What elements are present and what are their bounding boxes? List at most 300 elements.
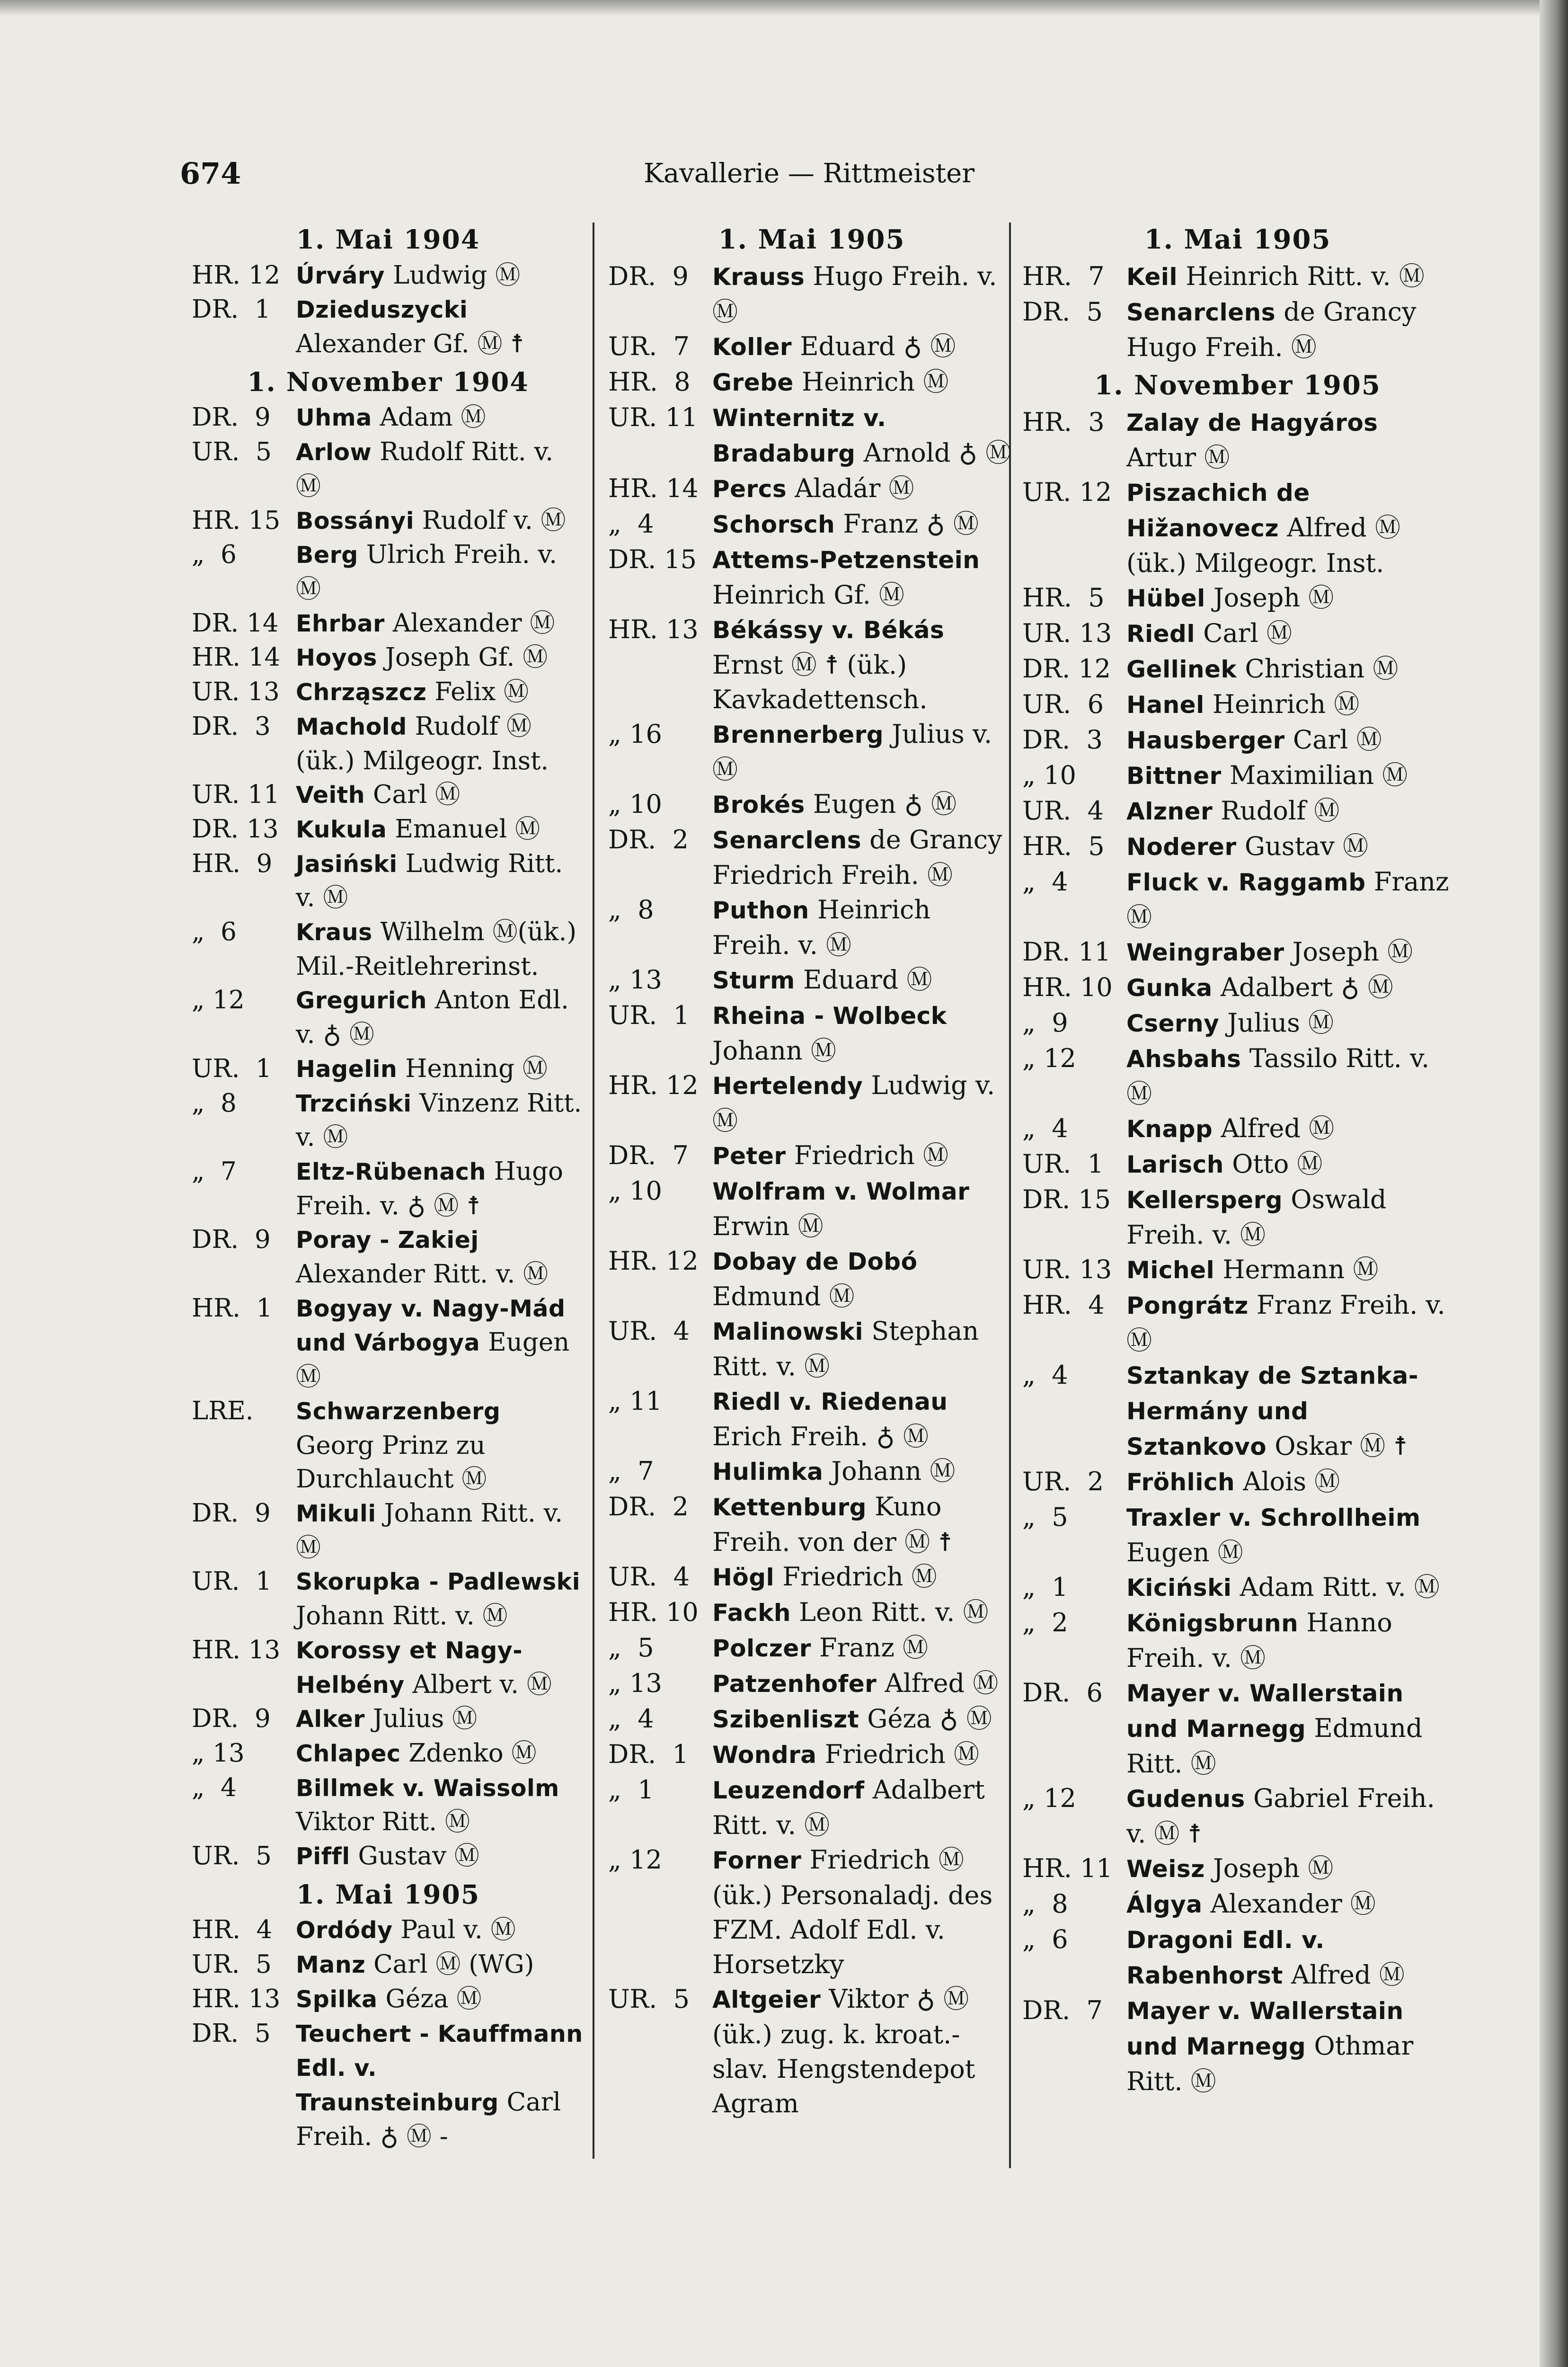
officer-name — [1126, 1006, 1453, 1041]
officer-name — [712, 1737, 1015, 1772]
surname: Ordódy — [296, 1917, 393, 1944]
regiment-code: HR. 4 — [192, 1915, 273, 1945]
officer-name — [712, 329, 1015, 365]
name-details: Julius Ⓜ — [1227, 1008, 1334, 1038]
name-details: Ulrich Freih. v. Ⓜ — [296, 540, 558, 604]
regiment-code: HR. 14 — [192, 643, 281, 672]
officer-name — [296, 1948, 585, 1982]
roster-entry — [1022, 1993, 1453, 2099]
roster-entry — [192, 1948, 585, 1982]
officer-name — [1126, 294, 1453, 365]
surname: Bittner — [1126, 762, 1222, 790]
officer-name — [296, 1565, 585, 1633]
name-details: Adalbert Ritt. v. Ⓜ — [712, 1775, 985, 1840]
regiment-code: DR. 5 — [192, 2019, 271, 2048]
officer-name — [1126, 651, 1453, 687]
regiment-code: HR. 7 — [1022, 261, 1105, 291]
surname: Königsbrunn — [1126, 1610, 1299, 1637]
officer-name — [712, 542, 1015, 612]
officer-name — [712, 1314, 1015, 1384]
regiment-code: UR. 4 — [608, 1316, 690, 1346]
roster-entry — [1022, 1006, 1453, 1041]
surname: Hausberger — [1126, 727, 1285, 754]
roster-entry — [608, 1772, 1015, 1842]
roster-entry — [192, 400, 585, 435]
surname: Billmek v. Waissolm — [296, 1774, 559, 1802]
roster-entry — [1022, 294, 1453, 365]
surname: Berg — [296, 542, 358, 569]
name-details: Kuno Freih. von der Ⓜ ☨ — [712, 1492, 952, 1557]
name-details: Johann Ⓜ — [831, 1456, 956, 1486]
officer-name — [296, 538, 585, 606]
officer-name — [712, 471, 1015, 507]
regiment-code: DR. 3 — [1022, 725, 1103, 755]
regiment-code: DR. 9 — [192, 1498, 271, 1528]
surname: Mikuli — [296, 1500, 376, 1527]
officer-name — [296, 983, 585, 1051]
regiment-code: „ 8 — [608, 895, 654, 925]
surname: Piszachich de Hižanovecz — [1126, 479, 1310, 542]
officer-name — [712, 1138, 1015, 1174]
officer-name — [712, 259, 1015, 329]
regiment-code: UR. 7 — [608, 331, 690, 361]
surname: Schorsch — [712, 511, 835, 538]
surname: Kukula — [296, 816, 387, 843]
officer-name — [296, 1052, 585, 1086]
roster-entry — [192, 1291, 585, 1394]
name-details: Franz Ⓜ — [1126, 867, 1449, 932]
roster-entry — [1022, 1922, 1453, 1993]
officer-name — [712, 998, 1015, 1068]
officer-name — [712, 787, 1015, 822]
surname: Alker — [296, 1706, 365, 1733]
name-details: Johann Ritt. v. Ⓜ — [296, 1498, 563, 1562]
roster-entry — [608, 1842, 1015, 1982]
officer-name — [712, 1701, 1015, 1737]
surname: Spilka — [296, 1985, 378, 2013]
roster-entry — [608, 1701, 1015, 1737]
roster-entry — [1022, 793, 1453, 829]
name-details: Alexander Ⓜ — [392, 608, 555, 638]
name-details: Heinrich Ⓜ — [1212, 689, 1360, 719]
name-details: Gustav Ⓜ — [1244, 831, 1369, 861]
name-details: Georg Prinz zu Durchlaucht Ⓜ — [296, 1431, 487, 1494]
officer-name — [296, 778, 585, 812]
surname: Machold — [296, 713, 407, 740]
officer-name — [296, 258, 585, 293]
regiment-code: DR. 5 — [1022, 297, 1103, 327]
surname: Koller — [712, 333, 792, 361]
surname: Arlow — [296, 439, 372, 466]
roster-entry — [192, 1702, 585, 1736]
regiment-code: HR. 15 — [192, 506, 281, 535]
name-details: Adam Ritt. v. Ⓜ — [1240, 1572, 1440, 1602]
officer-name — [1126, 1252, 1453, 1288]
officer-name — [1126, 687, 1453, 722]
surname: Hübel — [1126, 585, 1205, 612]
name-details: Gustav Ⓜ — [358, 1842, 479, 1871]
officer-name — [712, 365, 1015, 400]
roster-entry — [1022, 259, 1453, 294]
name-details: Christian Ⓜ — [1245, 654, 1399, 684]
regiment-code: UR. 1 — [192, 1054, 272, 1083]
officer-name — [712, 1559, 1015, 1595]
regiment-code: DR. 14 — [192, 608, 279, 638]
surname: Larisch — [1126, 1151, 1224, 1178]
regiment-code: „ 10 — [1022, 760, 1076, 790]
regiment-code: DR. 6 — [1022, 1678, 1103, 1708]
officer-name — [1126, 616, 1453, 651]
surname: Trzciński — [296, 1090, 412, 1117]
roster-entry — [608, 1138, 1015, 1174]
officer-name — [1126, 722, 1453, 758]
officer-name — [712, 1982, 1015, 2121]
regiment-code: „ 12 — [192, 986, 245, 1015]
regiment-code: UR. 5 — [608, 1984, 690, 2014]
regiment-code: „ 6 — [192, 540, 237, 570]
name-details: Julius Ⓜ — [372, 1704, 478, 1734]
roster-entry — [608, 1489, 1015, 1559]
regiment-code: „ 8 — [1022, 1889, 1068, 1919]
officer-name — [712, 1068, 1015, 1138]
name-details: Emanuel Ⓜ — [395, 814, 540, 844]
regiment-code: UR. 5 — [192, 1842, 272, 1871]
regiment-code: DR. 9 — [608, 261, 689, 291]
name-details: Carl Ⓜ — [1203, 618, 1292, 648]
surname: Úrváry — [296, 262, 385, 289]
roster-entry — [1022, 1358, 1453, 1464]
name-details: Adam Ⓜ — [380, 403, 486, 432]
surname: Riedl v. Riedenau — [712, 1388, 948, 1415]
name-details: Hugo Freih. v. Ⓜ — [712, 261, 997, 327]
roster-entry — [1022, 864, 1453, 934]
surname: Fluck v. Raggamb — [1126, 869, 1366, 896]
surname: Chrząszcz — [296, 679, 427, 706]
roster-entry — [1022, 687, 1453, 722]
officer-name — [296, 847, 585, 915]
officer-name — [1126, 793, 1453, 829]
surname: Noderer — [1126, 833, 1237, 861]
roster-entry — [192, 641, 585, 675]
roster-entry — [192, 1496, 585, 1565]
officer-name — [712, 612, 1015, 717]
running-title: Kavallerie — Rittmeister — [644, 158, 975, 189]
name-details: Eugen ♁ Ⓜ — [813, 789, 957, 819]
officer-name — [1126, 1464, 1453, 1500]
regiment-code: „ 5 — [1022, 1502, 1068, 1532]
regiment-code: „ 6 — [192, 917, 237, 947]
officer-name — [296, 1633, 585, 1702]
officer-name — [296, 1291, 585, 1394]
officer-name — [296, 1394, 585, 1496]
section-heading: 1. Mai 1905 — [296, 1878, 480, 1910]
surname: Mayer v. Wallerstain und Marnegg — [1126, 1680, 1404, 1743]
roster-entry — [608, 1737, 1015, 1772]
officer-name — [1126, 970, 1453, 1006]
column-divider-1 — [593, 222, 594, 2159]
name-details: Ludwig Ritt. v. Ⓜ — [296, 849, 563, 913]
surname: Hulimka — [712, 1458, 824, 1486]
surname: Forner — [712, 1847, 802, 1874]
officer-name — [1126, 1605, 1453, 1675]
surname: Korossy et Nagy-Helbény — [296, 1637, 523, 1699]
roster-entry — [192, 1086, 585, 1155]
surname: Teuchert - Kauffmann Edl. v. Traunsteinburg — [296, 2020, 583, 2116]
officer-name — [1126, 864, 1453, 934]
name-details: Friedrich Ⓜ — [782, 1562, 937, 1592]
name-details: Leon Ritt. v. Ⓜ — [799, 1597, 989, 1627]
surname: Kraus — [296, 919, 372, 946]
name-details: Heinrich Ⓜ — [801, 367, 949, 397]
surname: Veith — [296, 782, 365, 809]
roster-entry — [192, 1913, 585, 1948]
regiment-code: LRE. — [192, 1396, 254, 1425]
page-top-edge — [0, 0, 1568, 16]
regiment-code: HR. 14 — [608, 473, 699, 503]
name-details: Eugen Ⓜ — [1126, 1538, 1243, 1567]
regiment-code: HR. 10 — [608, 1597, 699, 1627]
surname: Högl — [712, 1564, 775, 1591]
officer-name — [1126, 1570, 1453, 1605]
roster-entry — [608, 998, 1015, 1068]
regiment-code: HR. 13 — [192, 1635, 281, 1664]
surname: Sztankay de Sztanka-Hermány und Sztankovo — [1126, 1362, 1419, 1460]
name-details: Rudolf Ⓜ — [1221, 796, 1340, 826]
surname: Dzieduszycki — [296, 296, 468, 324]
roster-entry — [192, 1565, 585, 1633]
officer-name — [1126, 1675, 1453, 1781]
regiment-code: „ 9 — [1022, 1008, 1068, 1038]
officer-name — [296, 641, 585, 675]
name-details: Erich Freih. ♁ Ⓜ — [712, 1422, 929, 1451]
regiment-code: HR. 12 — [192, 260, 281, 290]
surname: Peter — [712, 1142, 786, 1170]
surname: Hoyos — [296, 644, 377, 672]
roster-entry — [608, 787, 1015, 822]
roster-entry — [608, 1666, 1015, 1701]
regiment-code: „ 5 — [608, 1633, 654, 1663]
name-details: Oskar Ⓜ ☨ — [1275, 1431, 1408, 1461]
regiment-code: HR. 12 — [608, 1246, 699, 1276]
surname: Hertelendy — [712, 1072, 863, 1100]
surname: Polczer — [712, 1635, 811, 1662]
officer-name — [712, 717, 1015, 787]
name-details: Felix Ⓜ — [434, 677, 529, 707]
surname: Kiciński — [1126, 1574, 1232, 1602]
regiment-code: DR. 15 — [1022, 1184, 1111, 1214]
regiment-code: HR. 1 — [192, 1293, 273, 1323]
surname: Schwarzenberg — [296, 1397, 501, 1425]
roster-entry — [192, 1839, 585, 1874]
officer-name — [712, 1489, 1015, 1559]
name-details: Joseph Ⓜ — [1213, 1853, 1334, 1883]
roster-entry — [1022, 475, 1453, 580]
roster-entry — [608, 471, 1015, 507]
surname: Manz — [296, 1951, 366, 1979]
roster-entry — [192, 435, 585, 503]
surname: Kettenburg — [712, 1494, 867, 1521]
officer-name — [296, 400, 585, 435]
regiment-code: HR. 5 — [1022, 583, 1105, 613]
name-details: Géza Ⓜ — [385, 1984, 482, 2013]
regiment-code: „ 1 — [608, 1775, 654, 1805]
name-details: Paul v. Ⓜ — [400, 1915, 516, 1945]
regiment-code: DR. 11 — [1022, 937, 1111, 967]
surname: Krauss — [712, 263, 805, 291]
roster-entry — [1022, 1605, 1453, 1675]
surname: Gudenus — [1126, 1785, 1245, 1813]
name-details: Alois Ⓜ — [1243, 1467, 1340, 1496]
surname: Mayer v. Wallerstain und Marnegg — [1126, 1997, 1404, 2060]
regiment-code: DR. 1 — [192, 295, 271, 324]
officer-name — [712, 1842, 1015, 1982]
name-details: Carl Ⓜ (WG) — [373, 1950, 534, 1979]
surname: Malinowski — [712, 1318, 864, 1345]
regiment-code: „ 4 — [1022, 1360, 1068, 1390]
surname: Jasiński — [296, 850, 398, 878]
roster-entry — [608, 1244, 1015, 1314]
officer-name — [296, 1839, 585, 1874]
surname: Pongrátz — [1126, 1292, 1249, 1319]
officer-name — [296, 1223, 585, 1291]
officer-name — [712, 1454, 1015, 1489]
officer-name — [296, 1771, 585, 1839]
roster-entry — [1022, 405, 1453, 475]
name-details: Erwin Ⓜ — [712, 1211, 824, 1241]
regiment-code: UR. 4 — [1022, 796, 1104, 826]
roster-entry — [192, 606, 585, 641]
roster-entry — [1022, 970, 1453, 1006]
surname: Eltz-Rübenach — [296, 1158, 486, 1185]
surname: Gregurich — [296, 987, 427, 1014]
surname: Piffl — [296, 1843, 350, 1870]
name-details: Hugo Freih. v. ♁ Ⓜ ☨ — [296, 1157, 563, 1220]
regiment-code: „ 12 — [1022, 1043, 1076, 1073]
name-details: Johann Ritt. v. Ⓜ — [296, 1602, 508, 1631]
surname: Cserny — [1126, 1010, 1220, 1037]
regiment-code: HR. 13 — [192, 1984, 281, 2013]
roster-entry — [1022, 1288, 1453, 1358]
regiment-code: UR. 13 — [1022, 618, 1112, 648]
regiment-code: DR. 9 — [192, 1704, 271, 1734]
roster-entry — [1022, 1781, 1453, 1851]
regiment-code: „ 7 — [608, 1456, 654, 1486]
roster-entry — [192, 1771, 585, 1839]
roster-entry — [192, 2017, 585, 2154]
officer-name — [1126, 580, 1453, 616]
officer-name — [296, 293, 585, 361]
section-heading: 1. Mai 1905 — [718, 224, 905, 255]
name-details: Oswald Freih. v. Ⓜ — [1126, 1184, 1387, 1250]
roster-entry — [1022, 758, 1453, 793]
name-details: Gabriel Freih. v. Ⓜ ☨ — [1126, 1783, 1435, 1849]
surname: Percs — [712, 475, 787, 503]
surname: Ahsbahs — [1126, 1045, 1241, 1073]
roster-entry — [192, 538, 585, 606]
officer-name — [296, 1736, 585, 1771]
regiment-code: UR. 13 — [192, 677, 280, 707]
officer-name — [1126, 1182, 1453, 1252]
name-details: Géza ♁ Ⓜ — [867, 1704, 992, 1734]
name-details: Artur Ⓜ — [1126, 443, 1230, 472]
officer-name — [296, 675, 585, 710]
regiment-code: „ 2 — [1022, 1608, 1068, 1637]
roster-entry — [608, 365, 1015, 400]
officer-name — [296, 1155, 585, 1223]
officer-name — [1126, 475, 1453, 580]
officer-name — [712, 1244, 1015, 1314]
regiment-code: HR. 5 — [1022, 831, 1105, 861]
surname: Ehrbar — [296, 610, 385, 637]
regiment-code: DR. 2 — [608, 1492, 689, 1522]
name-details: Alexander Ⓜ — [1210, 1889, 1376, 1919]
name-details: de Grancy Friedrich Freih. Ⓜ — [712, 825, 1002, 890]
surname: Békássy v. Békás — [712, 616, 945, 644]
surname: Altgeier — [712, 1986, 821, 2013]
roster-entry — [1022, 1570, 1453, 1605]
name-details: Anton Edl. v. ♁ Ⓜ — [296, 986, 569, 1050]
regiment-code: „ 4 — [1022, 867, 1068, 897]
name-details: Carl Freih. ♁ Ⓜ - — [296, 2087, 561, 2151]
roster-entry — [1022, 934, 1453, 970]
regiment-code: DR. 7 — [1022, 1995, 1103, 2025]
regiment-code: UR. 1 — [608, 1000, 690, 1030]
regiment-code: „ 8 — [192, 1088, 237, 1118]
name-details: Julius v. Ⓜ — [712, 719, 992, 784]
regiment-code: UR. 6 — [1022, 689, 1104, 719]
officer-name — [1126, 1851, 1453, 1886]
roster-entry — [608, 1068, 1015, 1138]
officer-name — [296, 1496, 585, 1565]
roster-entry — [192, 293, 585, 361]
officer-name — [296, 710, 585, 778]
surname: Weingraber — [1126, 939, 1285, 966]
regiment-code: UR. 12 — [1022, 477, 1112, 507]
regiment-code: DR. 13 — [192, 814, 279, 844]
regiment-code: UR. 11 — [192, 780, 280, 810]
officer-name — [712, 507, 1015, 542]
roster-entry — [1022, 1851, 1453, 1886]
name-details: Hanno Freih. v. Ⓜ — [1126, 1608, 1392, 1673]
name-details: Alexander Gf. Ⓜ ☨ — [296, 329, 524, 359]
surname: Patzenhofer — [712, 1670, 877, 1698]
surname: Brennerberg — [712, 721, 884, 748]
surname: Szibenliszt — [712, 1706, 859, 1733]
roster-entry — [192, 1736, 585, 1771]
name-details: Heinrich Freih. v. Ⓜ — [712, 895, 931, 960]
surname: Sturm — [712, 967, 795, 994]
name-details: Franz Freih. v. Ⓜ — [1126, 1290, 1445, 1355]
page-right-edge — [1540, 0, 1568, 2367]
name-details: Friedrich Ⓜ — [794, 1140, 949, 1170]
roster-entry — [608, 259, 1015, 329]
name-details: Alfred Ⓜ — [1291, 1960, 1405, 1990]
surname: Bogyay v. Nagy-Mád und Várbogya — [296, 1295, 566, 1357]
regiment-code: „ 1 — [1022, 1572, 1068, 1602]
roster-entry — [608, 542, 1015, 612]
column-1 — [192, 222, 585, 2163]
officer-name — [712, 892, 1015, 962]
officer-name — [712, 962, 1015, 998]
roster-entry — [192, 504, 585, 538]
officer-name — [1126, 1041, 1453, 1111]
surname: Wolfram v. Wolmar — [712, 1178, 970, 1205]
section-heading: 1. Mai 1904 — [296, 224, 480, 255]
name-details: Ernst Ⓜ ☨ (ük.) Kavkadettensch. — [712, 650, 928, 714]
roster-entry — [192, 1982, 585, 2017]
name-details: Franz ♁ Ⓜ — [843, 509, 979, 539]
name-details: Arnold ♁ Ⓜ — [863, 438, 1011, 468]
